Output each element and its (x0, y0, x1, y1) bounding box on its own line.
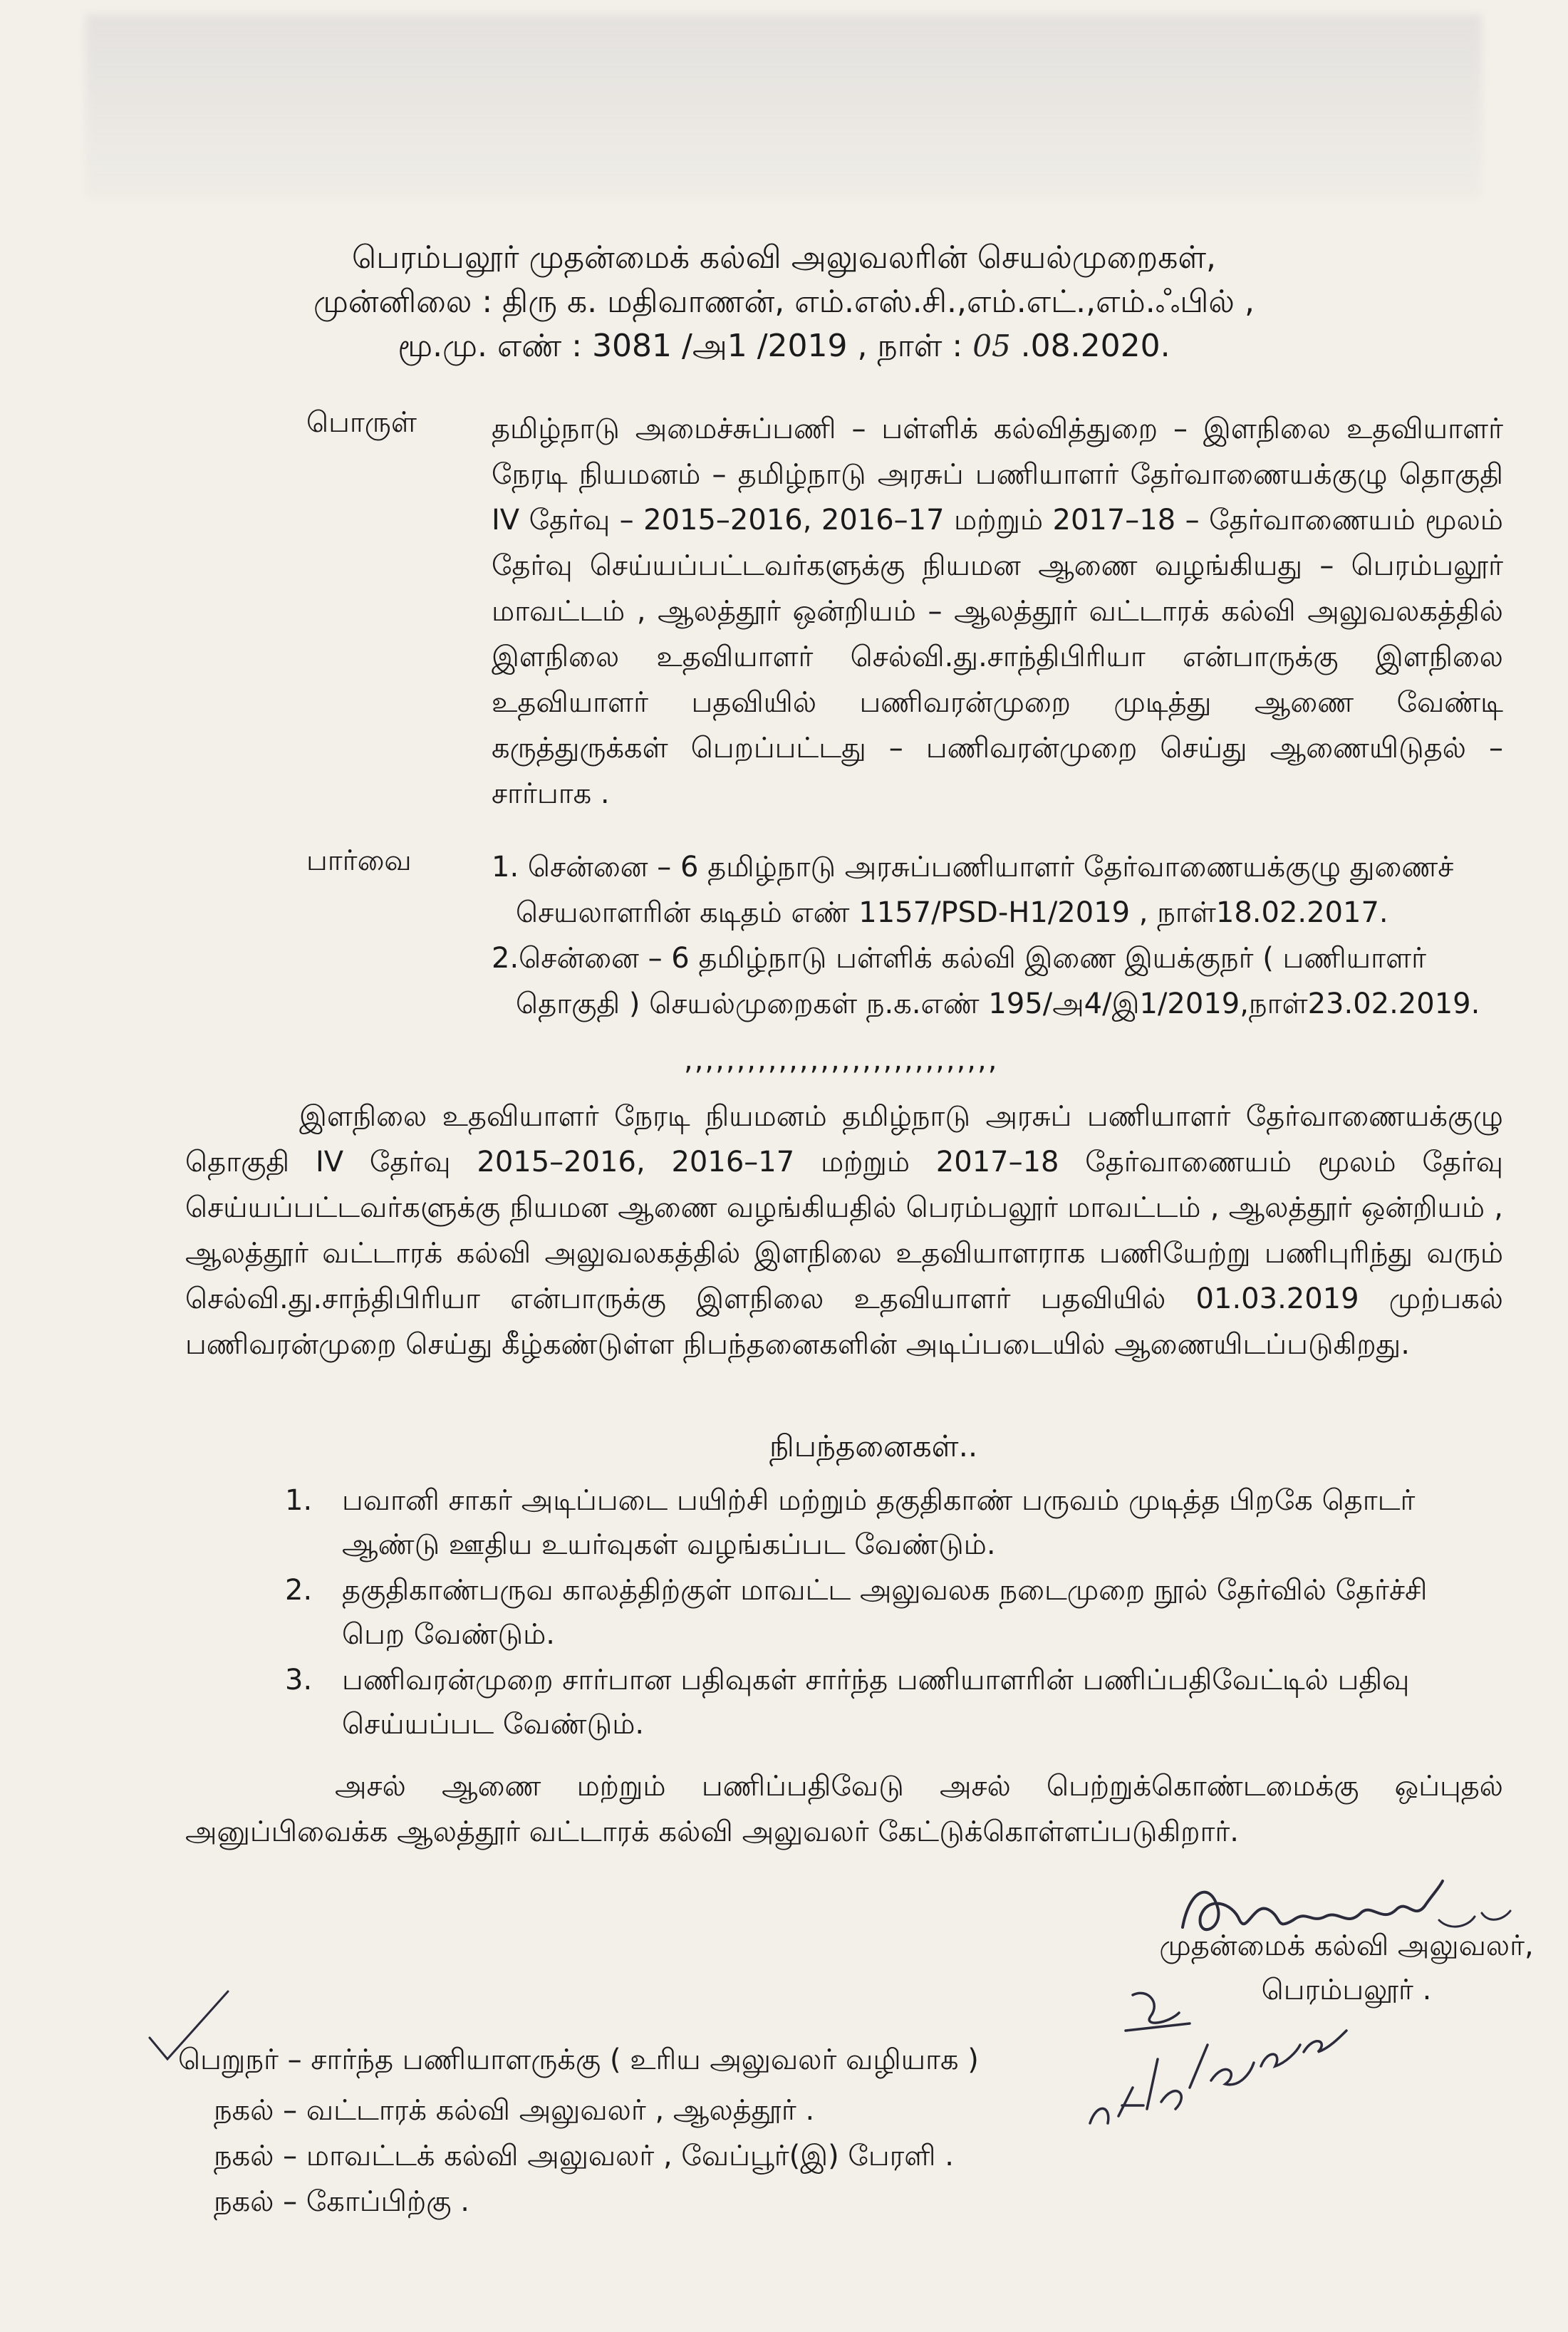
condition-text: பவானி சாகர் அடிப்படை பயிற்சி மற்றும் தகுதிகாண் பருவம் முடித்த பிறகே தொடர் ஆண்டு ஊதிய உயர்வுகள் வழங்கப்பட வேண்டும். (342, 1484, 1416, 1561)
subject-text: தமிழ்நாடு அமைச்சுப்பணி – பள்ளிக் கல்வித்துறை – இளநிலை உதவியாளர் நேரடி நியமனம் – தமிழ்நாடு அரசுப் பணியாளர் தேர்வாணையக்குழு தொகுதி IV தேர்வு – 2015–2016, 2016–17 மற்றும் 2017–18 – தேர்வாணையம் மூலம் தேர்வு செய்யப்பட்டவர்களுக்கு நியமன ஆணை வழங்கியது – பெரம்பலூர் மாவட்டம் , ஆலத்தூர் ஒன்றியம் – ஆலத்தூர் வட்டாரக் கல்வி அலுவலகத்தில் இளநிலை உதவியாளர் செல்வி.து.சாந்திபிரியா என்பாருக்கு இளநிலை உதவியாளர் பதவியில் பணிவரன்முறை முடித்து ஆணை வேண்டி கருத்துருக்கள் பெறப்பட்டது – பணிவரன்முறை செய்து ஆணையிடுதல் – சார்பாக . (492, 413, 1503, 810)
copy-item: நகல் – வட்டாரக் கல்வி அலுவலர் , ஆலத்தூர் . (214, 2094, 815, 2127)
conditions-list (285, 1478, 1496, 1748)
dated-initials (1083, 1981, 1354, 2145)
condition-number: 1. (285, 1484, 313, 1517)
reference-line: செயலாளரின் கடிதம் எண் 1157/PSD-H1/2019 , நாள்18.02.2017. (516, 896, 1388, 929)
reference-line: தொகுதி ) செயல்முறைகள் ந.க.எண் 195/அ4/இ1/2019,நாள்23.02.2019. (516, 988, 1480, 1020)
copy-item: நகல் – மாவட்டக் கல்வி அலுவலர் , வேப்பூர்(இ) பேரளி . (214, 2140, 954, 2172)
show-through-bleed (85, 14, 1482, 199)
closing-paragraph: அசல் ஆணை மற்றும் பணிப்பதிவேடு அசல் பெற்றுக்கொண்டமைக்கு ஒப்புதல் அனுப்பிவைக்க ஆலத்தூர் வட்டாரக் கல்வி அலுவலர் கேட்டுக்கொள்ளப்படுகிறார். (185, 1770, 1503, 1848)
separator: ,,,,,,,,,,,,,,,,,,,,,,,,,,,,,, (684, 1044, 999, 1077)
presiding-officer-line: முன்னிலை : திரு க. மதிவாணன், எம்.எஸ்.சி.,எம்.எட்.,எம்.ஃபில் , (313, 284, 1255, 320)
signatory-place: பெரம்பலூர் . (1261, 1974, 1432, 2006)
reference-item (492, 936, 1503, 1027)
references-label: பார்வை (306, 844, 412, 877)
handwritten-day: 05 (972, 328, 1011, 363)
reference-number-line (0, 323, 1568, 369)
condition-item (285, 1568, 1496, 1657)
condition-item (285, 1658, 1496, 1746)
conditions-title: நிபந்தனைகள்.. (769, 1429, 978, 1463)
reference-number-suffix: .08.2020. (1010, 328, 1170, 364)
subject-label: பொருள் (306, 406, 417, 439)
references-list (492, 844, 1503, 1027)
condition-text: பணிவரன்முறை சார்பான பதிவுகள் சார்ந்த பணியாளரின் பணிப்பதிவேட்டில் பதிவு செய்யப்பட வேண்டும். (342, 1664, 1410, 1741)
reference-line: 1. சென்னை – 6 தமிழ்நாடு அரசுப்பணியாளர் தேர்வாணையக்குழு துணைச் (492, 851, 1454, 883)
office-heading: பெரம்பலூர் முதன்மைக் கல்வி அலுவலரின் செயல்முறைகள், (351, 239, 1217, 276)
reference-item (492, 844, 1503, 936)
reference-line: 2.சென்னை – 6 தமிழ்நாடு பள்ளிக் கல்வி இணை இயக்குநர் ( பணியாளர் (492, 942, 1426, 975)
reference-number-prefix: மூ.மு. எண் : 3081 /அ1 /2019 , நாள் : (398, 328, 973, 364)
condition-number: 3. (285, 1664, 313, 1696)
condition-text: தகுதிகாண்பருவ காலத்திற்குள் மாவட்ட அலுவலக நடைமுறை நூல் தேர்வில் தேர்ச்சி பெற வேண்டும். (342, 1574, 1428, 1651)
recipient-line: பெறுநர் – சார்ந்த பணியாளருக்கு ( உரிய அலுவலர் வழியாக ) (178, 2043, 979, 2076)
order-body: இளநிலை உதவியாளர் நேரடி நியமனம் தமிழ்நாடு அரசுப் பணியாளர் தேர்வாணையக்குழு தொகுதி IV தேர்வு 2015–2016, 2016–17 மற்றும் 2017–18 தேர்வாணையம் மூலம் தேர்வு செய்யப்பட்டவர்களுக்கு நியமன ஆணை வழங்கியதில் பெரம்பலூர் மாவட்டம் , ஆலத்தூர் ஒன்றியம் , ஆலத்தூர் வட்டாரக் கல்வி அலுவலகத்தில் இளநிலை உதவியாளராக பணியேற்று பணிபுரிந்து வரும் செல்வி.து.சாந்திபிரியா என்பாருக்கு இளநிலை உதவியாளர் பதவியில் 01.03.2019 முற்பகல் பணிவரன்முறை செய்து கீழ்கண்டுள்ள நிபந்தனைகளின் அடிப்படையில் ஆணையிடப்படுகிறது. (185, 1100, 1503, 1361)
copy-item: நகல் – கோப்பிற்கு . (214, 2185, 469, 2218)
condition-number: 2. (285, 1574, 313, 1607)
signatory-title: முதன்மைக் கல்வி அலுவலர், (1159, 1929, 1534, 1962)
copies-list (214, 2088, 954, 2224)
condition-item (285, 1478, 1496, 1567)
